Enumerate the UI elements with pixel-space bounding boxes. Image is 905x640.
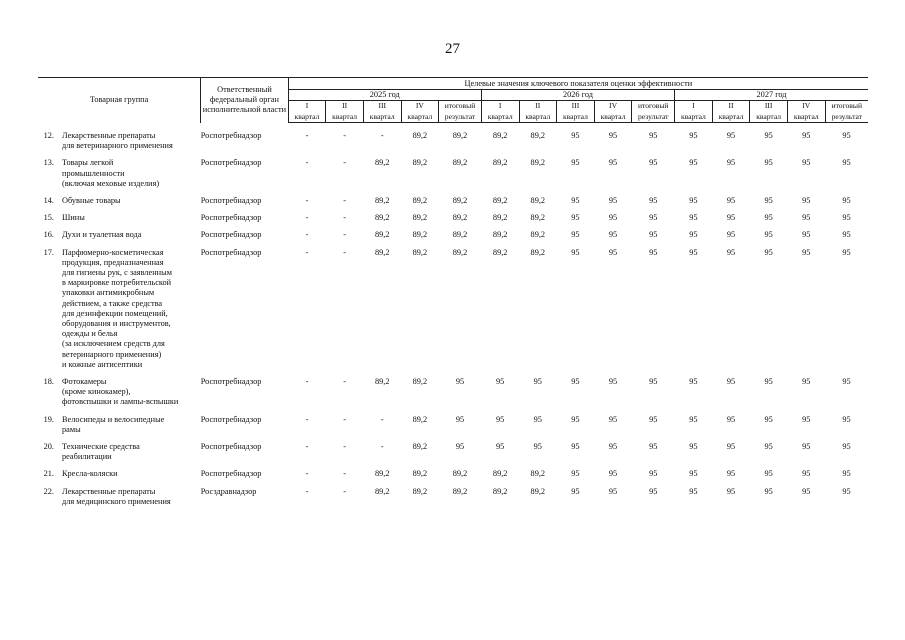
row-value: 89,2 bbox=[492, 213, 508, 223]
row-value: 95 bbox=[689, 247, 698, 257]
row-value: 95 bbox=[842, 230, 851, 240]
target-values-header: Целевые значения ключевого показателя оценки эффективности bbox=[288, 78, 868, 90]
quarter-numeral: I bbox=[481, 101, 519, 112]
table-row bbox=[38, 154, 868, 192]
row-value: - bbox=[305, 377, 309, 387]
year-header: 2025 год bbox=[288, 90, 481, 101]
row-value: 95 bbox=[726, 247, 736, 257]
row-value: 89,2 bbox=[530, 131, 546, 140]
row-value: 95 bbox=[649, 213, 658, 223]
row-value: 95 bbox=[726, 158, 736, 168]
row-value: 95 bbox=[689, 414, 698, 424]
row-value: 95 bbox=[842, 442, 851, 452]
quarter-label: квартал bbox=[675, 112, 713, 123]
page-number: 27 bbox=[445, 41, 460, 57]
row-responsible-body: Роспотребнадзор bbox=[200, 213, 262, 223]
row-value: 89,2 bbox=[412, 230, 428, 240]
quarter-label: квартал bbox=[712, 112, 750, 123]
row-product: Технические средства реабилитации bbox=[62, 442, 140, 462]
table-row bbox=[38, 483, 868, 510]
row-value: 89,2 bbox=[452, 230, 468, 240]
responsible-body-header: Ответственный федеральный орган исполнительной власти bbox=[201, 78, 288, 123]
row-value: 89,2 bbox=[374, 196, 390, 206]
row-value: 89,2 bbox=[412, 247, 428, 257]
table-row bbox=[38, 438, 868, 465]
row-value: 95 bbox=[689, 196, 698, 206]
row-value: 89,2 bbox=[412, 158, 428, 168]
row-value: 95 bbox=[571, 131, 580, 140]
row-value: 95 bbox=[689, 213, 698, 223]
row-value: 95 bbox=[571, 377, 580, 387]
row-value: - bbox=[305, 213, 309, 223]
row-value: 89,2 bbox=[492, 158, 508, 168]
row-value: 95 bbox=[842, 247, 851, 257]
row-value: 95 bbox=[608, 196, 618, 206]
row-value: 89,2 bbox=[452, 213, 468, 223]
table-row bbox=[38, 226, 868, 243]
row-responsible-body: Роспотребнадзор bbox=[200, 377, 262, 387]
row-value: 95 bbox=[649, 158, 658, 168]
quarter-label: квартал bbox=[326, 112, 364, 123]
row-value: 95 bbox=[764, 247, 773, 257]
row-value: 95 bbox=[726, 486, 736, 496]
row-value: 95 bbox=[802, 247, 811, 257]
row-responsible-body: Роспотребнадзор bbox=[200, 230, 262, 240]
row-product-cell bbox=[38, 226, 201, 243]
row-value: 95 bbox=[608, 414, 618, 424]
row-product-cell bbox=[38, 483, 201, 510]
row-value: 95 bbox=[802, 442, 811, 452]
row-number: 21. bbox=[43, 469, 54, 479]
row-product: Парфюмерно-косметическая продукция, предназначенная для гигиены рук, с заявленным в маркировке потребительской упаковки антимикробным действием, а также средства для дезинфекции помещений, оборудования и инструментов, одежды и белья (за исключением средств для ветеринарного применения) и кожные антисептики bbox=[62, 247, 172, 369]
row-value: 95 bbox=[608, 131, 618, 140]
row-number: 14. bbox=[43, 196, 54, 206]
row-value: 95 bbox=[842, 131, 851, 140]
row-value: - bbox=[305, 158, 309, 168]
quarter-numeral: IV bbox=[401, 101, 439, 112]
row-value: 89,2 bbox=[530, 158, 546, 168]
row-value: - bbox=[343, 377, 346, 387]
quarter-label: квартал bbox=[519, 112, 557, 123]
row-number: 15. bbox=[43, 213, 54, 223]
row-value: 95 bbox=[726, 230, 736, 240]
row-value: 95 bbox=[533, 414, 542, 424]
row-value: 95 bbox=[608, 213, 618, 223]
row-value: 95 bbox=[571, 442, 580, 452]
table-row bbox=[38, 209, 868, 226]
row-value: 95 bbox=[842, 158, 851, 168]
row-value: 95 bbox=[802, 131, 811, 140]
row-value: 95 bbox=[802, 414, 811, 424]
row-value: 95 bbox=[764, 414, 773, 424]
row-responsible-body: Роспотребнадзор bbox=[200, 442, 262, 452]
row-number: 18. bbox=[43, 377, 54, 387]
row-number: 17. bbox=[43, 247, 54, 257]
row-value: 89,2 bbox=[492, 469, 508, 479]
total-label-bottom: результат bbox=[632, 112, 675, 123]
quarter-numeral: II bbox=[326, 101, 364, 112]
row-value: 89,2 bbox=[530, 247, 546, 257]
row-value: 89,2 bbox=[374, 486, 390, 496]
row-value: - bbox=[305, 247, 309, 257]
row-value: 95 bbox=[764, 131, 773, 140]
row-value: 89,2 bbox=[452, 469, 468, 479]
row-value: 95 bbox=[764, 486, 773, 496]
row-value: - bbox=[343, 442, 346, 452]
total-label-top: итоговый bbox=[632, 101, 675, 112]
row-number: 12. bbox=[43, 131, 54, 140]
row-value: 89,2 bbox=[412, 213, 428, 223]
row-value: 89,2 bbox=[492, 196, 508, 206]
row-value: 95 bbox=[726, 377, 736, 387]
row-value: 89,2 bbox=[452, 131, 468, 140]
quarter-numeral: II bbox=[519, 101, 557, 112]
quarter-numeral: III bbox=[557, 101, 595, 112]
row-value: 95 bbox=[571, 213, 580, 223]
table-row bbox=[38, 465, 868, 482]
row-value: 95 bbox=[802, 213, 811, 223]
row-product: Велосипеды и велосипедные рамы bbox=[62, 414, 165, 434]
row-value: - bbox=[343, 469, 346, 479]
row-value: 89,2 bbox=[492, 230, 508, 240]
quarter-numeral: II bbox=[712, 101, 750, 112]
row-value: 95 bbox=[802, 196, 811, 206]
row-value: 95 bbox=[608, 247, 618, 257]
quarter-label: квартал bbox=[288, 112, 326, 123]
row-value: 89,2 bbox=[492, 131, 508, 140]
row-value: 95 bbox=[571, 230, 580, 240]
row-product: Лекарственные препараты для медицинского применения bbox=[62, 486, 171, 506]
row-value: 89,2 bbox=[492, 486, 508, 496]
row-value: 95 bbox=[764, 158, 773, 168]
row-product: Товары легкой промышленности (включая меховые изделия) bbox=[62, 158, 160, 188]
row-value: 95 bbox=[842, 414, 851, 424]
row-value: - bbox=[305, 230, 309, 240]
row-value: 95 bbox=[689, 230, 698, 240]
row-responsible-body: Роспотребнадзор bbox=[200, 469, 262, 479]
row-value: 95 bbox=[608, 158, 618, 168]
row-value: 95 bbox=[649, 486, 658, 496]
row-value: 95 bbox=[649, 442, 658, 452]
row-value: - bbox=[380, 131, 384, 140]
quarter-label: квартал bbox=[750, 112, 788, 123]
row-value: 89,2 bbox=[530, 230, 546, 240]
row-number: 16. bbox=[43, 230, 54, 240]
table-body bbox=[38, 123, 868, 511]
row-value: 95 bbox=[802, 486, 811, 496]
row-product: Шины bbox=[62, 213, 85, 223]
row-value: - bbox=[305, 414, 309, 424]
row-value: 95 bbox=[649, 230, 658, 240]
row-number: 13. bbox=[43, 158, 54, 168]
table-row bbox=[38, 192, 868, 209]
row-value: - bbox=[305, 442, 309, 452]
row-value: - bbox=[343, 414, 346, 424]
row-value: 95 bbox=[496, 414, 505, 424]
row-value: 95 bbox=[571, 469, 580, 479]
row-value: 95 bbox=[496, 377, 505, 387]
row-product: Лекарственные препараты для ветеринарного применения bbox=[62, 131, 173, 151]
row-product: Кресла-коляски bbox=[62, 469, 118, 479]
row-value: - bbox=[343, 196, 346, 206]
row-value: - bbox=[305, 486, 309, 496]
quarter-numeral: I bbox=[288, 101, 326, 112]
quarter-label: квартал bbox=[787, 112, 825, 123]
row-value: 95 bbox=[802, 377, 811, 387]
row-responsible-body: Роспотребнадзор bbox=[200, 131, 262, 140]
row-value: 95 bbox=[608, 486, 618, 496]
row-value: 95 bbox=[726, 213, 736, 223]
row-value: - bbox=[343, 486, 346, 496]
row-value: 95 bbox=[649, 131, 658, 140]
row-value: - bbox=[343, 158, 346, 168]
row-value: 95 bbox=[726, 196, 736, 206]
row-value: 95 bbox=[764, 196, 773, 206]
row-value: 89,2 bbox=[374, 230, 390, 240]
row-value: 89,2 bbox=[374, 377, 390, 387]
row-value: 95 bbox=[689, 158, 698, 168]
row-value: 89,2 bbox=[530, 213, 546, 223]
row-value: 95 bbox=[608, 377, 618, 387]
quarter-numeral: III bbox=[363, 101, 401, 112]
row-product-cell bbox=[38, 373, 201, 411]
row-value: 95 bbox=[608, 442, 618, 452]
row-product-cell bbox=[38, 192, 201, 209]
row-value: 89,2 bbox=[412, 131, 428, 140]
row-responsible-body: Роспотребнадзор bbox=[200, 414, 262, 424]
row-responsible-body: Роспотребнадзор bbox=[200, 247, 262, 257]
table-header bbox=[38, 78, 868, 123]
row-value: 95 bbox=[649, 196, 658, 206]
row-product: Духи и туалетная вода bbox=[62, 230, 142, 240]
quarter-label: квартал bbox=[557, 112, 595, 123]
row-value: 89,2 bbox=[412, 377, 428, 387]
row-value: 89,2 bbox=[452, 158, 468, 168]
row-value: 95 bbox=[764, 213, 773, 223]
row-value: 95 bbox=[455, 377, 465, 387]
table-row bbox=[38, 411, 868, 438]
row-value: - bbox=[343, 247, 346, 257]
row-value: 89,2 bbox=[452, 247, 468, 257]
row-value: 95 bbox=[689, 131, 698, 140]
row-value: 95 bbox=[764, 442, 773, 452]
quarter-numeral: III bbox=[750, 101, 788, 112]
row-product-cell bbox=[38, 411, 201, 438]
row-value: 95 bbox=[496, 442, 505, 452]
product-group-header: Товарная группа bbox=[38, 78, 201, 123]
row-product-cell bbox=[38, 465, 201, 482]
row-value: 89,2 bbox=[492, 247, 508, 257]
row-value: - bbox=[380, 414, 384, 424]
row-value: - bbox=[343, 213, 346, 223]
row-value: - bbox=[343, 131, 346, 140]
row-value: 95 bbox=[533, 377, 542, 387]
row-value: 95 bbox=[689, 469, 698, 479]
quarter-numeral: I bbox=[675, 101, 713, 112]
row-value: 95 bbox=[842, 469, 851, 479]
row-value: 95 bbox=[764, 469, 773, 479]
row-value: 95 bbox=[689, 486, 698, 496]
row-value: 95 bbox=[802, 158, 811, 168]
row-value: 89,2 bbox=[530, 196, 546, 206]
row-value: 95 bbox=[726, 442, 736, 452]
row-value: 95 bbox=[842, 196, 851, 206]
total-label-top: итоговый bbox=[439, 101, 482, 112]
row-value: 95 bbox=[649, 247, 658, 257]
row-value: 95 bbox=[608, 230, 618, 240]
row-value: 95 bbox=[571, 414, 580, 424]
row-value: 89,2 bbox=[452, 486, 468, 496]
row-value: 95 bbox=[764, 230, 773, 240]
row-value: 95 bbox=[802, 230, 811, 240]
quarter-label: квартал bbox=[401, 112, 439, 123]
row-number: 20. bbox=[43, 442, 54, 452]
row-value: 95 bbox=[842, 377, 851, 387]
row-product-cell bbox=[38, 209, 201, 226]
row-value: 95 bbox=[649, 469, 658, 479]
row-number: 19. bbox=[43, 414, 54, 424]
row-value: 89,2 bbox=[412, 196, 428, 206]
year-header: 2026 год bbox=[481, 90, 674, 101]
quarter-numeral: IV bbox=[787, 101, 825, 112]
row-value: 89,2 bbox=[412, 469, 428, 479]
table-row bbox=[38, 373, 868, 411]
row-value: - bbox=[380, 442, 384, 452]
row-value: 95 bbox=[689, 377, 698, 387]
quarter-numeral: IV bbox=[594, 101, 632, 112]
row-value: 95 bbox=[571, 158, 580, 168]
kpi-target-table bbox=[38, 77, 868, 510]
row-value: - bbox=[305, 131, 309, 140]
total-label-top: итоговый bbox=[825, 101, 868, 112]
row-product-cell bbox=[38, 154, 201, 192]
row-value: 95 bbox=[726, 414, 736, 424]
row-value: 95 bbox=[764, 377, 773, 387]
total-label-bottom: результат bbox=[825, 112, 868, 123]
row-value: 95 bbox=[802, 469, 811, 479]
row-value: 95 bbox=[649, 377, 658, 387]
row-value: 95 bbox=[649, 414, 658, 424]
row-value: 89,2 bbox=[530, 486, 546, 496]
row-value: 89,2 bbox=[530, 469, 546, 479]
row-value: 89,2 bbox=[452, 196, 468, 206]
row-value: - bbox=[305, 196, 309, 206]
row-value: 89,2 bbox=[374, 213, 390, 223]
row-value: 89,2 bbox=[412, 414, 428, 424]
row-number: 22. bbox=[43, 486, 54, 496]
row-value: 89,2 bbox=[374, 247, 390, 257]
row-product-cell bbox=[38, 438, 201, 465]
total-label-bottom: результат bbox=[439, 112, 482, 123]
quarter-label: квартал bbox=[363, 112, 401, 123]
row-product-cell bbox=[38, 244, 201, 373]
row-product: Фотокамеры (кроме кинокамер), фотовспышки и лампы-вспышки bbox=[62, 377, 179, 407]
row-value: 95 bbox=[571, 486, 580, 496]
row-value: 89,2 bbox=[412, 442, 428, 452]
row-value: 95 bbox=[608, 469, 618, 479]
row-value: 95 bbox=[689, 442, 698, 452]
row-value: 95 bbox=[726, 469, 736, 479]
row-value: - bbox=[305, 469, 309, 479]
row-value: 89,2 bbox=[412, 486, 428, 496]
row-responsible-body: Роспотребнадзор bbox=[200, 158, 262, 168]
row-value: 89,2 bbox=[374, 469, 390, 479]
row-value: 95 bbox=[571, 247, 580, 257]
row-value: 95 bbox=[533, 442, 542, 452]
row-responsible-body: Росздравнадзор bbox=[200, 486, 257, 496]
row-product: Обувные товары bbox=[62, 196, 121, 206]
row-value: 95 bbox=[455, 414, 465, 424]
row-value: 95 bbox=[842, 213, 851, 223]
quarter-label: квартал bbox=[594, 112, 632, 123]
row-value: 89,2 bbox=[374, 158, 390, 168]
table-row bbox=[38, 244, 868, 373]
row-value: - bbox=[343, 230, 346, 240]
row-product-cell bbox=[38, 127, 201, 154]
table-row bbox=[38, 127, 868, 154]
quarter-label: квартал bbox=[481, 112, 519, 123]
year-header: 2027 год bbox=[675, 90, 868, 101]
row-value: 95 bbox=[571, 196, 580, 206]
row-value: 95 bbox=[726, 131, 736, 140]
row-value: 95 bbox=[842, 486, 851, 496]
row-value: 95 bbox=[455, 442, 465, 452]
row-responsible-body: Роспотребнадзор bbox=[200, 196, 262, 206]
